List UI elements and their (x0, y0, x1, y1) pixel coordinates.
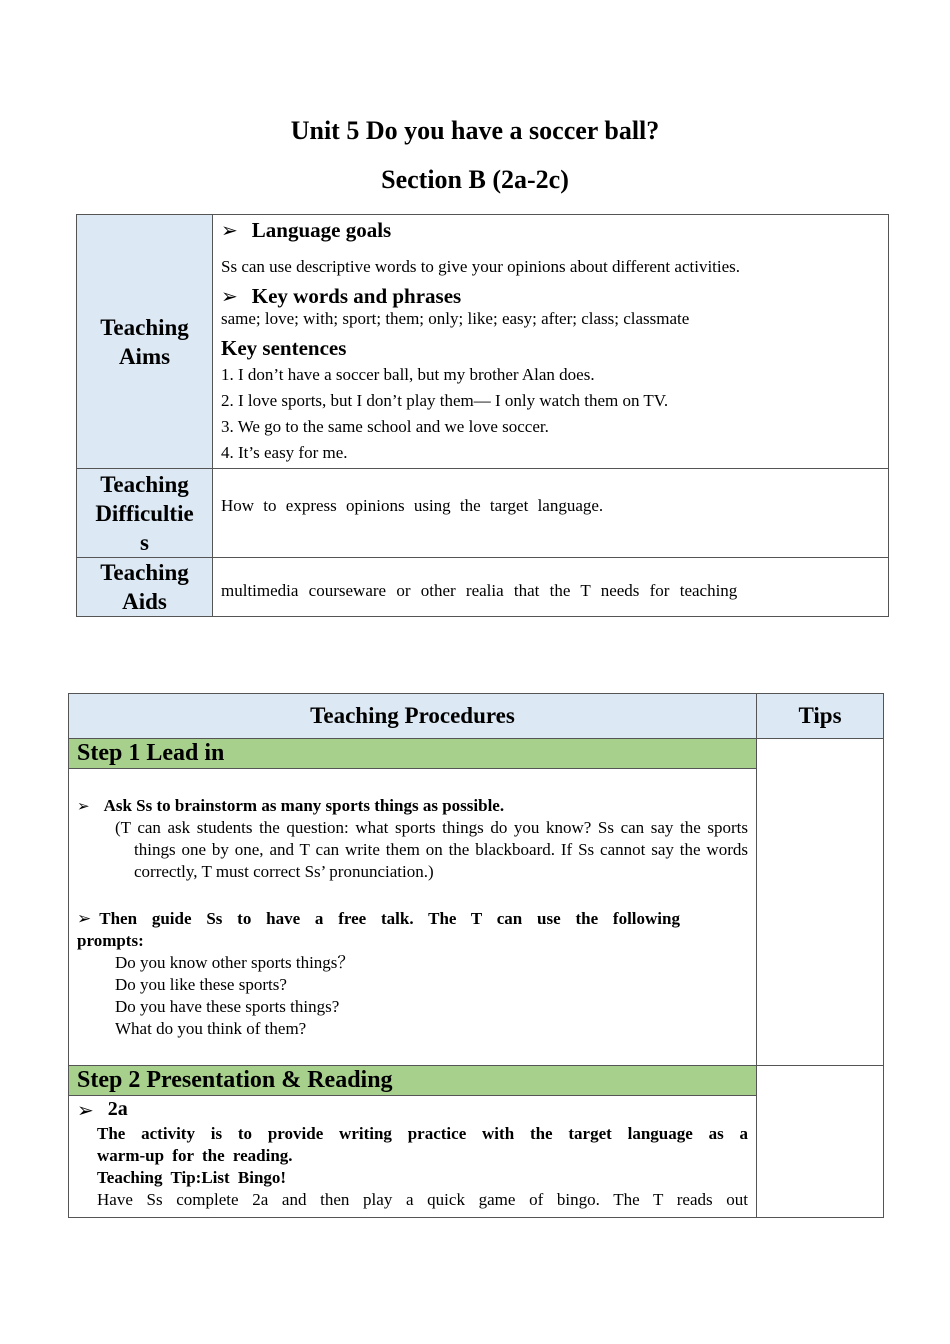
step1-bullet2: ➢ Then guide Ss to have a free talk. The T can use the following (77, 909, 680, 929)
key-sentence: 4. It’s easy for me. (221, 443, 348, 462)
step1-bullet2-cont: prompts: (77, 931, 144, 950)
key-words-heading: ➢ Key words and phrases (221, 283, 462, 308)
procedures-table (68, 693, 884, 1218)
step2-tips-cell (757, 1066, 884, 1218)
prompt-line: Do you have these sports things? (115, 997, 340, 1016)
teaching-difficulties-text: How to express opinions using the target language. (213, 469, 889, 558)
arrow-bullet-icon: ➢ (77, 909, 92, 929)
step2-line: warm-up for the reading. (97, 1146, 293, 1165)
step2-title: Step 2 Presentation & Reading (69, 1066, 757, 1096)
aims-table (76, 214, 889, 617)
arrow-bullet-icon: ➢ (221, 284, 238, 308)
arrow-bullet-icon: ➢ (77, 797, 90, 815)
prompt-line: Do you know other sports things？ (115, 953, 355, 972)
key-sentence: 1. I don’t have a soccer ball, but my brother Alan does. (221, 365, 595, 384)
step2-line: Teaching Tip:List Bingo! (97, 1168, 287, 1187)
prompt-line: Do you like these sports? (115, 975, 287, 994)
teaching-aims-content (213, 215, 889, 469)
step1-title: Step 1 Lead in (69, 739, 757, 769)
page-subtitle: Section B (2a-2c) (381, 165, 569, 194)
arrow-bullet-icon: ➢ (221, 218, 238, 242)
tips-header: Tips (757, 694, 884, 739)
step1-bullet1: ➢ Ask Ss to brainstorm as many sports things as possible. (77, 796, 505, 815)
prompt-line: What do you think of them? (115, 1019, 307, 1038)
page-title: Unit 5 Do you have a soccer ball? (290, 116, 660, 145)
step1-para1: (T can ask students the question: what sports things do you know? Ss can say the sports things one by one, and T can write them on the blackboard. If Ss cannot say the words correctly, T must correct Ss’ pronunciation.) (115, 818, 748, 881)
step2-line: Have Ss complete 2a and then play a quick game of bingo. The T reads out (97, 1190, 748, 1209)
teaching-aims-label: Teaching Aims (77, 215, 213, 469)
teaching-aids-label: Teaching Aids (77, 558, 213, 617)
procedures-header: Teaching Procedures (69, 694, 757, 739)
step1-body (69, 769, 757, 1066)
step2-bullet: ➢ 2a (77, 1097, 128, 1122)
key-words-text: same; love; with; sport; them; only; like; easy; after; class; classmate (221, 309, 690, 328)
language-goals-text: Ss can use descriptive words to give your opinions about different activities. (221, 257, 741, 276)
key-sentences-heading: Key sentences (221, 335, 347, 360)
key-sentence: 2. I love sports, but I don’t play them— I only watch them on TV. (221, 391, 669, 410)
step2-line: The activity is to provide writing practice with the target language as a (97, 1124, 748, 1143)
language-goals-heading: ➢ Language goals (221, 217, 392, 242)
step1-tips-cell (757, 739, 884, 1066)
key-sentence: 3. We go to the same school and we love soccer. (221, 417, 549, 436)
arrow-bullet-icon: ➢ (77, 1097, 94, 1122)
teaching-difficulties-label: Teaching Difficultie s (77, 469, 213, 558)
step2-body (69, 1096, 757, 1218)
teaching-aids-text: multimedia courseware or other realia that the T needs for teaching (213, 558, 889, 617)
